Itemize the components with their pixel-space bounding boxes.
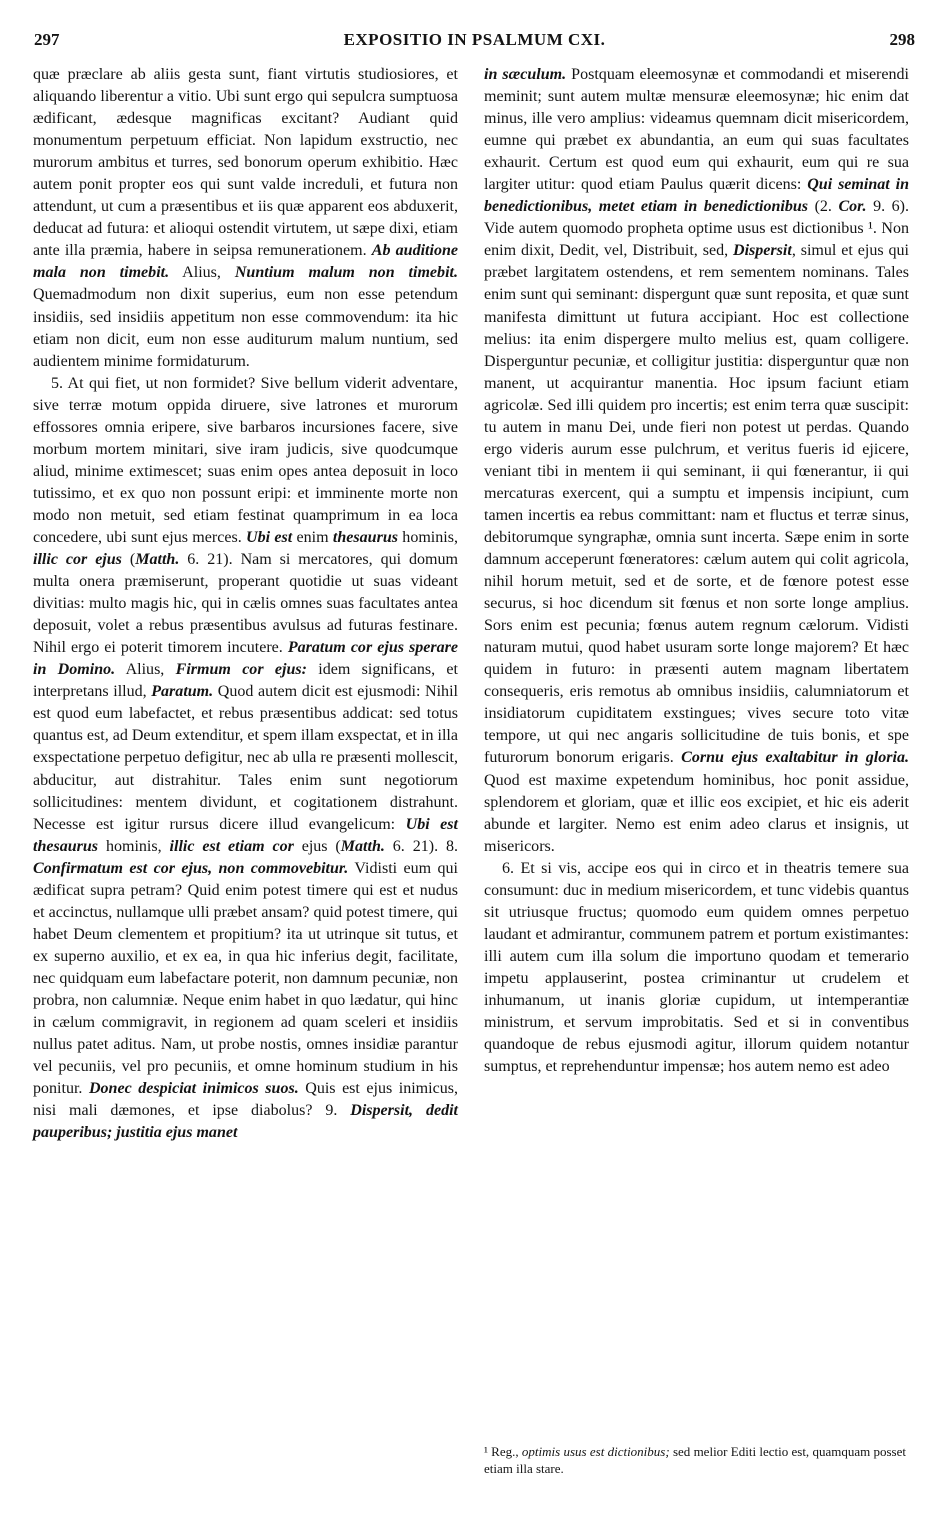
- scripture-quote: thesaurus: [332, 528, 398, 546]
- scripture-quote: Donec despiciat inimicos suos.: [88, 1080, 299, 1098]
- text-run: ¹ Reg.,: [484, 1444, 522, 1459]
- page-number-left: 297: [34, 30, 60, 49]
- scripture-quote: Paratum.: [151, 683, 214, 701]
- paragraph: [484, 858, 909, 1078]
- scripture-quote: Nuntium malum non timebit.: [234, 264, 458, 282]
- text-run: 6. 21). Nam si mercatores, qui domum multa onera præmiserunt, properant quotidie ut suas videant divitias: multo magis hic, qui in cælis omnes suas facultates antea deposuit, volet a rebus præsentibus avulsus ad futuras festinare. Nihil ergo ei poterit timorem incutere.: [33, 551, 458, 657]
- text-run: Alius,: [115, 661, 176, 679]
- paragraph: [33, 373, 458, 1145]
- scripture-quote: Qui seminat in benedictionibus, metet etiam in benedictionibus: [484, 176, 909, 216]
- scripture-quote: Ab auditione mala non timebit.: [33, 242, 458, 282]
- paragraph: [484, 64, 909, 858]
- scripture-quote: Paratum cor ejus sperare in Domino.: [33, 639, 459, 679]
- scripture-quote: illic est etiam cor: [169, 837, 294, 855]
- text-run: Postquam eleemosynæ et commodandi et miserendi meminit; sunt autem multæ mensuræ eleemosynæ; hic enim dat minus, ille vero amplius: videamus quemnam dicit misericordem, eumne qui præbet ex abundantia, an eum qui suas facultates exhaurit. Certum est quod eum qui exhaurit, eum qui re sua largiter utitur: quod etiam Paulus quærit dicens:: [484, 66, 909, 194]
- text-run: sed melior Editi lectio est, quamquam posset etiam illa stare.: [484, 1444, 906, 1476]
- paragraph: [33, 64, 458, 373]
- text-run: Vidisti eum qui ædificat supra petram? Quid enim potest timere qui est et nudus et accinctus, nullamque ulli præbet ansam? quid potest timere, qui habet Deum clementem et propitium? ita ut utrinque sit tutus, et ex superno auxilio, et ex ea, in qua hic inferius degit, facilitate, nec quidquam eum labefactare poterit, non damnum pecuniæ, non probra, non calumniæ. Neque enim habet in quo lædatur, qui hinc in cælum commigravit, in regionem ad quam sceleri et insidiis nullus patet aditus. Nam, ut probe nostis, omnes insidiæ parantur vel pecuniis, vel pro pecuniis, et omne hominum studium in his ponitur.: [33, 859, 458, 1098]
- scripture-quote: Cornu ejus exaltabitur in gloria.: [681, 749, 909, 767]
- scripture-quote: Ubi est thesaurus: [33, 815, 458, 855]
- text-run: Quemadmodum non dixit superius, eum non esse petendum insidiis, sed insidiis appetitum non esse commovendum: ita hic etiam non dicit, eum non esse auditurum malum nuntium, sed audientem minime formidaturum.: [33, 286, 458, 370]
- scripture-quote: Ubi est: [246, 528, 293, 546]
- right-column: [484, 64, 909, 1078]
- text-run: (: [121, 551, 136, 569]
- text-run: ejus (: [293, 837, 341, 855]
- page-number-right: 298: [889, 30, 915, 49]
- text-run: Alius,: [169, 264, 235, 282]
- text-run: (2.: [808, 198, 839, 216]
- scripture-quote: Confirmatum est cor ejus, non commovebitur.: [33, 859, 349, 877]
- text-run: enim: [292, 528, 333, 546]
- running-header: [34, 30, 915, 58]
- scripture-quote: Dispersit: [733, 242, 792, 260]
- text-run: Quis est ejus inimicus, nisi mali dæmones, et ipse diabolus? 9.: [33, 1080, 458, 1120]
- footnote: [484, 1443, 906, 1477]
- citation: Matth.: [340, 837, 385, 855]
- text-run: hominis,: [397, 528, 458, 546]
- footnote-quote: optimis usus est dictionibus;: [521, 1444, 670, 1459]
- text-run: Quod est maxime expetendum hominibus, hoc ponit assidue, splendorem et gloriam, quæ et illic eos excipiet, et hic eis aderit abunde et largiter. Nemo est enim adeo clarus et insignis, ut misericors.: [484, 771, 909, 855]
- text-run: hominis,: [98, 837, 170, 855]
- citation: Cor.: [838, 198, 867, 216]
- text-run: 6. 21). 8.: [384, 837, 458, 855]
- scripture-quote: Firmum cor ejus:: [175, 661, 307, 679]
- scripture-quote: in sæculum.: [484, 66, 567, 83]
- scripture-quote: Dispersit, dedit pauperibus; justitia ejus manet: [33, 1102, 458, 1142]
- text-run: 5. At qui fiet, ut non formidet? Sive bellum viderit adventare, sive terræ motum oppida diruere, sive latrones et murorum effossores omnia eripere, sive barbaros incursiones facere, sive morbum mortem minitari, sive iram judicis, sive quodcumque aliud, minime extimescet; suas enim opes antea deposuit in loco tutissimo, et ex quo non possunt eripi: et imminente morte non modo non metuit, sed etiam festinat quamprimum in ea loca concedere, ubi sunt ejus merces.: [33, 374, 458, 546]
- text-run: 6. Et si vis, accipe eos qui in circo et in theatris temere sua consumunt: duc in medium misericordem, et tunc videbis quantus sit utriusque fructus; quomodo eum quidem omnes perpetuo laudant et admirantur, communem patrem et portum existimantes: illi autem cum illa solum die importuno quodam et temerario impetu applauserint, postea criminantur ut crudelem et inhumanum, ut inanis gloriæ cupidum, ut intemperantiæ ministrum, et servum improbitatis. Sed et si in conventibus quandoque de rebus ejusmodi agitur, illorum quidem notantur sumptus, et reprehenduntur impensæ; hos autem nemo est adeo: [484, 859, 909, 1076]
- scripture-quote: illic cor ejus: [33, 551, 122, 569]
- running-title: EXPOSITIO IN PSALMUM CXI.: [343, 30, 606, 49]
- text-run: 9. 6). Vide autem quomodo propheta optime usus est dictionibus ¹. Non enim dixit, Dedit, vel, Distribuit, sed,: [484, 198, 909, 260]
- left-column: [33, 64, 458, 1144]
- text-run: , simul et ejus qui præbet largitatem ostendens, et rem sementem nominans. Tales enim sunt qui seminant: dispergunt quæ sunt reposita, et quæ sunt manifesta dimittunt ut futura accipiant. Hoc est collectione melius: ita enim dispergere multo melius est, quam colligere. Disperguntur pecuniæ, et colligitur justitia: disperguntur quæ non manent, ut acquirantur manentia. Hoc ipsum faciunt etiam agricolæ. Sed illi quidem pro incertis; est enim terra quæ suscipit: tu autem in manu Dei, unde fieri non potest ut perdas. Quando ergo videris aurum esse pulchrum, et veritus fueris id ejicere, veniant tibi in mentem ii qui seminant, ii qui fœnerantur, ii qui mercaturas exercent, qui a sumptu et impensis incipiunt, cum tamen incertis ea rebus committant: nam et fluctus et terræ sinus, debitorumque syngraphæ, omnia sunt incerta. Sæpe enim in sorte damnum acceperunt fœneratores: cælum autem qui colit agricola, nihil horum metuit, sed et de sorte, et de fœnore potest esse securus, si hoc dicendum sit fœnus et non sorte longe amplius. Sors enim est pecunia; fœnus autem regnum cælorum. Vidisti naturam mutui, quod habet usuram sorte longe majorem? Et hæc quidem in futuro: in præsenti autem magnam libertatem consequeris, eris remotus ab omnibus insidiis, calumniatorum et insidiatorum cupiditatem exstingues; vives secure toto vitæ tempore, ut qui nec angaris sollicitudine de tuis bonis, et spe futurorum bonorum erigaris.: [484, 242, 909, 767]
- text-run: quæ præclare ab aliis gesta sunt, fiant virtutis studiosiores, et aliquando liberentur a vitio. Ubi sunt ergo qui sepulcra sumptuosa ædificant, ædesque magnificas excitant? Audiant quid monumentum perpetuum efficiat. Non lapidum exstructio, nec murorum ambitus et turres, sed bonorum operum exhibitio. Hæc autem ponit propter eos qui sunt valde increduli, et futura non attendunt, ut cum a præsentibus et iis quæ apparent eos abduxerit, deducat ad futura: et alioqui ostendit virtutem, ut sæpe dixi, etiam ante illa præmia, habere in seipsa remunerationem.: [33, 66, 458, 260]
- citation: Matth.: [135, 551, 180, 569]
- text-run: idem significans, et interpretans illud,: [33, 661, 458, 701]
- text-run: Quod autem dicit est ejusmodi: Nihil est quod eum labefactet, et rebus præsentibus addicat: sed totus quantus est, ad Deum extenditur, et spem illam exspectat, et in illa exspectatione perpetuo defigitur, nec ab ulla re præsenti mollescit, abducitur, aut distrahitur. Tales enim sunt negotiorum sollicitudines: mentem dividunt, et cogitationem distrahunt. Necesse est igitur rursus dicere illud evangelicum:: [33, 683, 458, 833]
